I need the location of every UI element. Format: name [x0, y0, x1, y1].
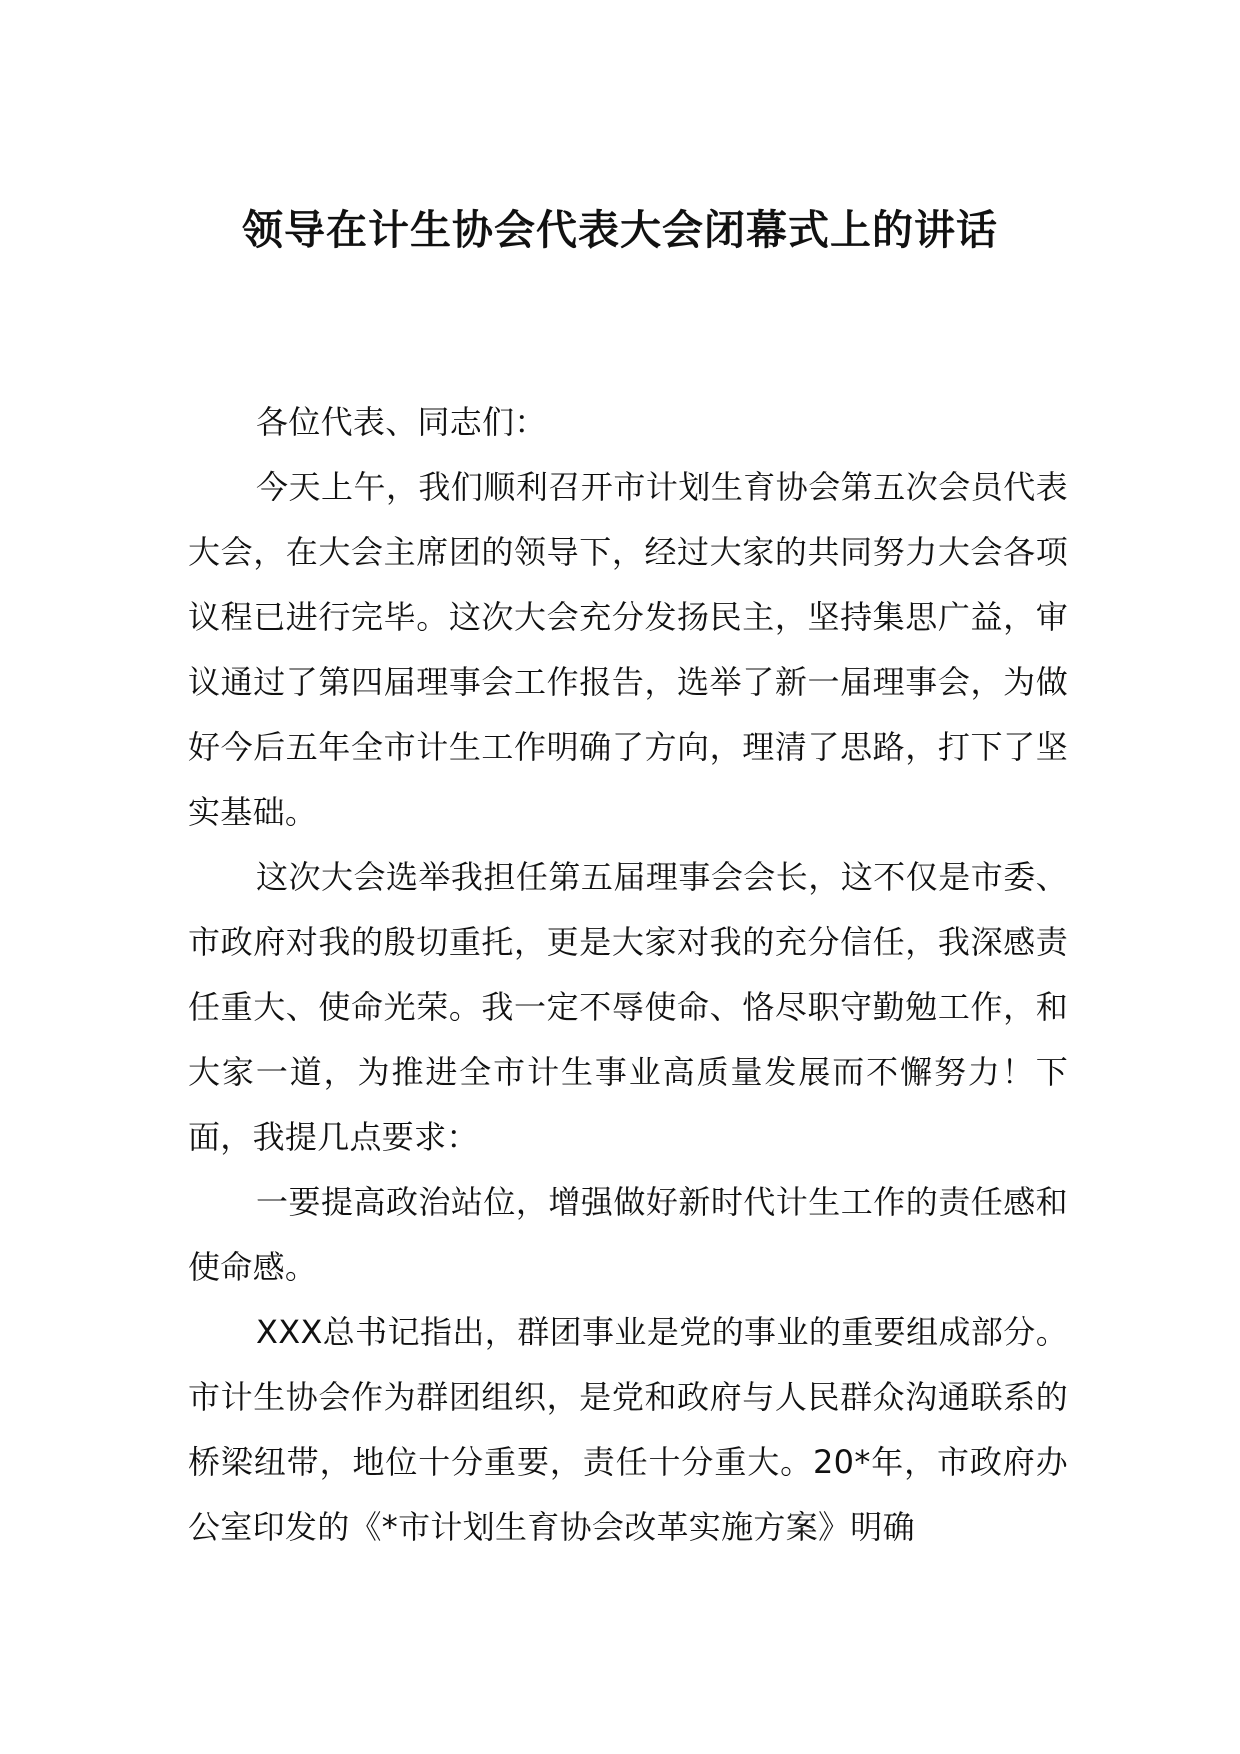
document-title: 领导在计生协会代表大会闭幕式上的讲话 [242, 206, 998, 254]
body-paragraph: XXX总书记指出，群团事业是党的事业的重要组成部分。市计生协会作为群团组织，是党和政府与人民群众沟通联系的桥梁纽带，地位十分重要，责任十分重大。20*年，市政府办公室印发的《*市计划生育协会改革实施方案》明确 [188, 1313, 1068, 1546]
document-body [188, 390, 1068, 1560]
body-paragraph: 今天上午，我们顺利召开市计划生育协会第五次会员代表大会，在大会主席团的领导下，经过大家的共同努力大会各项议程已进行完毕。这次大会充分发扬民主，坚持集思广益，审议通过了第四届理事会工作报告，选举了新一届理事会，为做好今后五年全市计生工作明确了方向，理清了思路，打下了坚实基础。 [188, 468, 1068, 831]
body-paragraph: 这次大会选举我担任第五届理事会会长，这不仅是市委、市政府对我的殷切重托，更是大家对我的充分信任，我深感责任重大、使命光荣。我一定不辱使命、恪尽职守勤勉工作，和大家一道，为推进全市计生事业高质量发展而不懈努力！下面，我提几点要求： [188, 858, 1068, 1156]
section-heading-paragraph: 一要提高政治站位，增强做好新时代计生工作的责任感和使命感。 [188, 1183, 1068, 1286]
salutation-paragraph: 各位代表、同志们： [256, 403, 547, 441]
